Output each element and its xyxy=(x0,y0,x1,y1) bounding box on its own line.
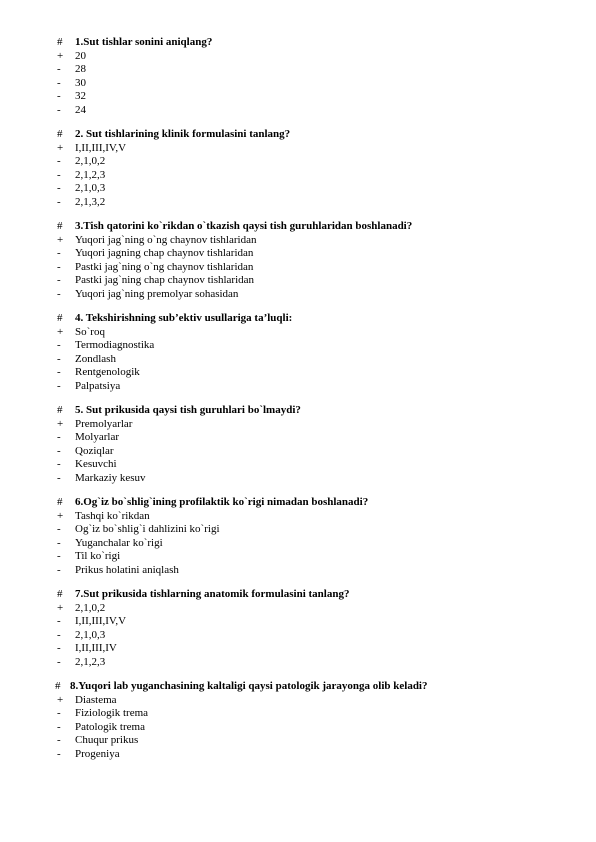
question-text: 4. Tekshirishning sub’ektiv usullariga ta’luqli: xyxy=(75,312,293,324)
answer-marker: + xyxy=(57,417,64,430)
answer-text: 2,1,0,2 xyxy=(75,155,106,167)
answer-marker: - xyxy=(57,523,61,535)
answer-text: Premolyarlar xyxy=(75,417,133,430)
answer-row xyxy=(0,50,596,64)
answer-text: Yuqori jagning chap chaynov tishlaridan xyxy=(75,247,254,259)
answer-row xyxy=(0,748,596,762)
question-text: 6.Og`iz bo`shlig`ining profilaktik ko`rigi nimadan boshlanadi? xyxy=(75,496,369,508)
answer-marker: - xyxy=(57,536,61,549)
answer-marker: - xyxy=(57,642,61,654)
question-block xyxy=(0,312,596,393)
answer-text: Fiziologik trema xyxy=(75,707,149,719)
question-row xyxy=(0,404,596,418)
answer-marker: - xyxy=(57,563,61,576)
answer-row xyxy=(0,288,596,302)
answer-row xyxy=(0,380,596,394)
answer-marker: - xyxy=(57,550,61,562)
question-text: 1.Sut tishlar sonini aniqlang? xyxy=(75,36,213,48)
answer-marker: + xyxy=(57,601,64,614)
answer-text: I,II,III,IV,V xyxy=(75,141,127,154)
answer-marker: - xyxy=(57,366,61,378)
answer-text: 2,1,0,3 xyxy=(75,182,106,194)
answer-marker: - xyxy=(57,195,61,208)
answer-text: Markaziy kesuv xyxy=(75,471,146,484)
question-text: 7.Sut prikusida tishlarning anatomik formulasini tanlang? xyxy=(75,588,350,600)
answer-text: Zondlash xyxy=(75,352,116,365)
answer-text: Prikus holatini aniqlash xyxy=(75,563,179,576)
answer-row xyxy=(0,707,596,721)
answer-marker: - xyxy=(57,471,61,484)
answer-row xyxy=(0,104,596,118)
question-marker: # xyxy=(57,496,63,508)
answer-text: 30 xyxy=(75,76,86,89)
answer-row xyxy=(0,142,596,156)
answer-marker: - xyxy=(57,274,61,286)
answer-text: Kesuvchi xyxy=(75,458,117,470)
answer-text: 32 xyxy=(75,90,86,102)
answer-marker: + xyxy=(57,325,64,338)
answer-text: Rentgenologik xyxy=(75,366,140,378)
answer-text: Pastki jag`ning chap chaynov tishlaridan xyxy=(75,274,255,286)
answer-text: 2,1,0,3 xyxy=(75,628,106,641)
answer-row xyxy=(0,523,596,537)
answer-row xyxy=(0,155,596,169)
question-text: 5. Sut prikusida qaysi tish guruhlari bo`lmaydi? xyxy=(75,404,301,416)
answer-row xyxy=(0,247,596,261)
question-text: 2. Sut tishlarining klinik formulasini tanlang? xyxy=(75,128,291,140)
question-block xyxy=(0,588,596,669)
answer-marker: + xyxy=(57,233,64,246)
answer-row xyxy=(0,458,596,472)
answer-marker: - xyxy=(57,628,61,641)
answer-text: Yuqori jag`ning premolyar sohasidan xyxy=(75,287,239,300)
answer-row xyxy=(0,169,596,183)
answer-text: I,II,III,IV,V xyxy=(75,615,127,627)
question-row xyxy=(0,680,596,694)
answer-text: Yuqori jag`ning o`ng chaynov tishlaridan xyxy=(75,233,257,246)
answer-row xyxy=(0,326,596,340)
question-row xyxy=(0,36,596,50)
question-row xyxy=(0,128,596,142)
answer-marker: - xyxy=(57,90,61,102)
answer-text: 2,1,0,2 xyxy=(75,601,106,614)
question-block xyxy=(0,36,596,117)
answer-row xyxy=(0,366,596,380)
answer-marker: - xyxy=(57,76,61,89)
answer-marker: - xyxy=(57,720,61,733)
answer-marker: - xyxy=(57,287,61,300)
answer-marker: - xyxy=(57,260,61,273)
question-row xyxy=(0,220,596,234)
answer-marker: - xyxy=(57,747,61,760)
answer-marker: + xyxy=(57,693,64,706)
answer-marker: - xyxy=(57,339,61,351)
answer-text: Diastema xyxy=(75,693,117,706)
answer-marker: + xyxy=(57,509,64,522)
answer-row xyxy=(0,431,596,445)
answer-text: 2,1,2,3 xyxy=(75,655,106,668)
question-text: 3.Tish qatorini ko`rikdan o`tkazish qaysi tish guruhlaridan boshlanadi? xyxy=(75,220,413,232)
answer-marker: - xyxy=(57,379,61,392)
question-block xyxy=(0,496,596,577)
answer-row xyxy=(0,445,596,459)
answer-row xyxy=(0,721,596,735)
document-page xyxy=(0,36,596,772)
answer-row xyxy=(0,537,596,551)
question-marker: # xyxy=(55,680,61,692)
answer-marker: - xyxy=(57,247,61,259)
question-block xyxy=(0,404,596,485)
answer-marker: - xyxy=(57,458,61,470)
answer-text: So`roq xyxy=(75,325,105,338)
answer-row xyxy=(0,234,596,248)
answer-row xyxy=(0,656,596,670)
question-marker: # xyxy=(57,36,63,48)
answer-row xyxy=(0,510,596,524)
answer-text: 20 xyxy=(75,49,86,62)
question-marker: # xyxy=(57,588,63,600)
answer-row xyxy=(0,642,596,656)
answer-marker: + xyxy=(57,49,64,62)
answer-row xyxy=(0,472,596,486)
answer-marker: + xyxy=(57,141,64,154)
answer-text: I,II,III,IV xyxy=(75,642,117,654)
answer-text: Qoziqlar xyxy=(75,444,114,457)
answer-row xyxy=(0,63,596,77)
answer-marker: - xyxy=(57,103,61,116)
answer-marker: - xyxy=(57,63,61,75)
question-row xyxy=(0,496,596,510)
answer-row xyxy=(0,353,596,367)
answer-row xyxy=(0,602,596,616)
answer-row xyxy=(0,418,596,432)
answer-marker: - xyxy=(57,182,61,194)
answer-text: Molyarlar xyxy=(75,431,119,443)
answer-row xyxy=(0,274,596,288)
answer-marker: - xyxy=(57,352,61,365)
answer-text: 24 xyxy=(75,103,86,116)
answer-text: Termodiagnostika xyxy=(75,339,155,351)
answer-marker: - xyxy=(57,168,61,181)
answer-text: Chuqur prikus xyxy=(75,734,139,746)
question-block xyxy=(0,680,596,761)
answer-marker: - xyxy=(57,734,61,746)
answer-text: Patologik trema xyxy=(75,720,145,733)
answer-row xyxy=(0,629,596,643)
answer-marker: - xyxy=(57,615,61,627)
answer-row xyxy=(0,261,596,275)
answer-text: Palpatsiya xyxy=(75,379,121,392)
answer-row xyxy=(0,182,596,196)
answer-marker: - xyxy=(57,707,61,719)
answer-text: 2,1,2,3 xyxy=(75,168,106,181)
answer-row xyxy=(0,77,596,91)
question-marker: # xyxy=(57,128,63,140)
question-marker: # xyxy=(57,404,63,416)
answer-text: Progeniya xyxy=(75,747,120,760)
question-marker: # xyxy=(57,220,63,232)
answer-marker: - xyxy=(57,655,61,668)
question-block xyxy=(0,220,596,301)
answer-row xyxy=(0,615,596,629)
question-marker: # xyxy=(57,312,63,324)
answer-text: 2,1,3,2 xyxy=(75,195,106,208)
question-text: 8.Yuqori lab yuganchasining kaltaligi qaysi patologik jarayonga olib keladi? xyxy=(70,680,428,692)
answer-row xyxy=(0,339,596,353)
answer-text: Til ko`rigi xyxy=(75,550,121,562)
answer-row xyxy=(0,196,596,210)
answer-row xyxy=(0,90,596,104)
answer-text: Tashqi ko`rikdan xyxy=(75,509,150,522)
answer-text: Yuganchalar ko`rigi xyxy=(75,536,163,549)
answer-text: 28 xyxy=(75,63,86,75)
answer-text: Pastki jag`ning o`ng chaynov tishlaridan xyxy=(75,260,254,273)
answer-row xyxy=(0,694,596,708)
question-row xyxy=(0,588,596,602)
answer-row xyxy=(0,550,596,564)
answer-marker: - xyxy=(57,431,61,443)
answer-row xyxy=(0,734,596,748)
answer-marker: - xyxy=(57,155,61,167)
answer-row xyxy=(0,564,596,578)
answer-text: Og`iz bo`shlig`i dahlizini ko`rigi xyxy=(75,523,220,535)
question-row xyxy=(0,312,596,326)
question-block xyxy=(0,128,596,209)
answer-marker: - xyxy=(57,444,61,457)
